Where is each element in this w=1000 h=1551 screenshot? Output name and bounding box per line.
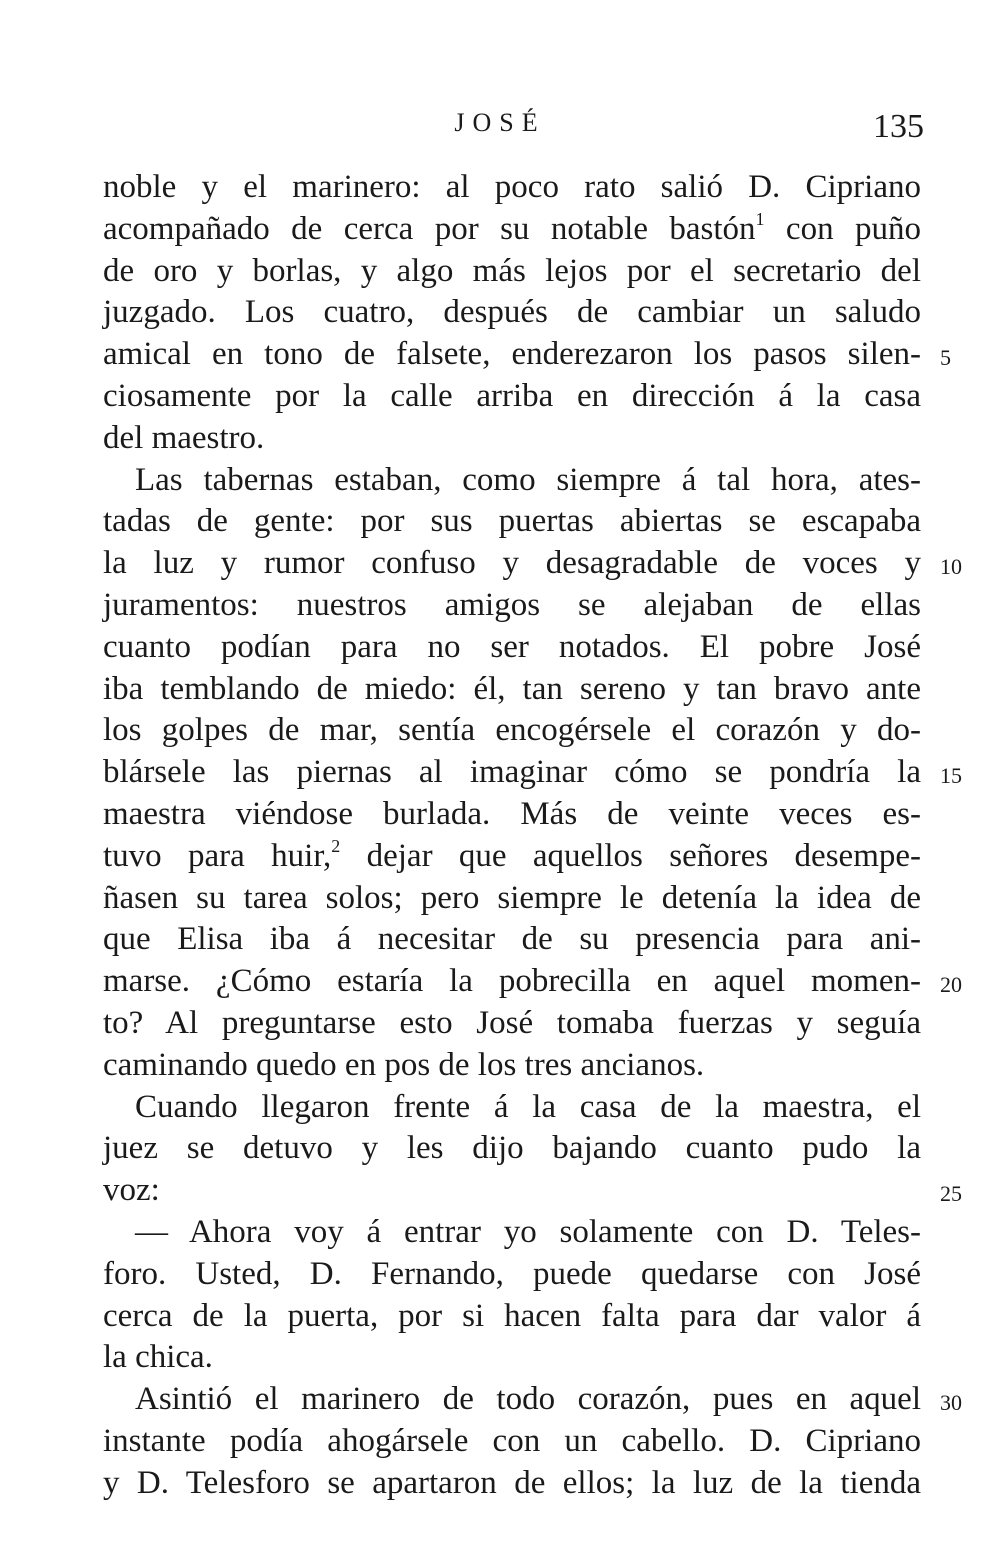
text-segment: dejar que aquellos señores desempe- xyxy=(340,837,921,874)
text-line xyxy=(103,334,921,374)
text-line xyxy=(103,501,921,541)
footnote-marker: 1 xyxy=(755,208,765,229)
margin-line-number: 5 xyxy=(940,345,951,371)
text-segment: tadas de gente: por sus puertas abiertas se escapaba xyxy=(103,503,921,540)
text-line xyxy=(103,794,921,834)
running-title: JOSÉ xyxy=(454,108,546,137)
text-line xyxy=(135,460,921,500)
text-line xyxy=(103,251,921,291)
text-segment: caminando quedo en pos de los tres ancianos. xyxy=(103,1046,705,1083)
text-segment: Cuando llegaron frente á la casa de la maestra, el xyxy=(135,1088,921,1125)
text-line xyxy=(103,1337,921,1377)
text-line xyxy=(103,418,921,458)
text-line xyxy=(103,669,921,709)
text-segment: y D. Telesforo se apartaron de ellos; la luz de la tienda xyxy=(103,1464,921,1501)
text-line xyxy=(103,1003,921,1043)
text-segment: amical en tono de falsete, enderezaron los pasos silen- xyxy=(103,336,921,373)
text-segment: marse. ¿Cómo estaría la pobrecilla en aquel momen- xyxy=(103,963,921,1000)
text-segment: foro. Usted, D. Fernando, puede quedarse con José xyxy=(103,1255,921,1292)
text-segment: juzgado. Los cuatro, después de cambiar un saludo xyxy=(103,294,921,331)
text-line xyxy=(103,836,921,876)
text-line xyxy=(103,543,921,583)
text-segment: de oro y borlas, y algo más lejos por el secretario del xyxy=(103,252,921,289)
text-segment: del maestro. xyxy=(103,419,265,456)
footnote-marker: 2 xyxy=(331,835,341,856)
text-segment: juez se detuvo y les dijo bajando cuanto pudo la xyxy=(103,1130,921,1167)
text-line xyxy=(103,1421,921,1461)
text-line xyxy=(103,627,921,667)
text-line xyxy=(103,209,921,249)
text-segment: Asintió el marinero de todo corazón, pues en aquel xyxy=(135,1381,921,1418)
text-segment: juramentos: nuestros amigos se alejaban de ellas xyxy=(103,587,921,623)
text-segment: los golpes de mar, sentía encogérsele el corazón y do- xyxy=(103,712,921,749)
text-segment: instante podía ahogársele con un cabello. D. Cipriano xyxy=(103,1423,921,1459)
text-line xyxy=(103,919,921,959)
text-line xyxy=(135,1379,921,1419)
margin-line-number: 30 xyxy=(940,1390,962,1416)
text-segment: noble y el marinero: al poco rato salió D. Cipriano xyxy=(103,169,921,205)
page-number: 135 xyxy=(873,108,924,145)
text-line xyxy=(103,585,921,625)
text-line xyxy=(103,167,921,207)
text-segment: con puño xyxy=(764,210,921,247)
text-segment: que Elisa iba á necesitar de su presencia para ani- xyxy=(103,921,921,958)
text-segment: voz: xyxy=(103,1172,160,1209)
text-segment: Las tabernas estaban, como siempre á tal hora, ates- xyxy=(135,461,921,498)
text-segment: to? Al preguntarse esto José tomaba fuerzas y seguía xyxy=(103,1005,921,1041)
margin-line-number: 20 xyxy=(940,972,962,998)
text-segment: tuvo para huir, xyxy=(103,837,332,874)
text-line xyxy=(103,1128,921,1168)
text-segment: cerca de la puerta, por si hacen falta para dar valor á xyxy=(103,1297,921,1334)
text-line xyxy=(103,376,921,416)
margin-line-number: 15 xyxy=(940,763,962,789)
text-line xyxy=(103,1296,921,1336)
text-line xyxy=(103,1045,921,1085)
text-line xyxy=(103,961,921,1001)
text-line xyxy=(135,1087,921,1127)
text-segment: la luz y rumor confuso y desagradable de voces y xyxy=(103,545,921,582)
text-line xyxy=(103,752,921,792)
margin-line-number: 25 xyxy=(940,1181,962,1207)
text-line xyxy=(103,878,921,918)
text-segment: acompañado de cerca por su notable bastón xyxy=(103,210,756,247)
text-segment: iba temblando de miedo: él, tan sereno y tan bravo ante xyxy=(103,670,921,707)
text-line xyxy=(103,710,921,750)
text-segment: ñasen su tarea solos; pero siempre le detenía la idea de xyxy=(103,879,921,916)
text-line xyxy=(103,1463,921,1503)
text-segment: blársele las piernas al imaginar cómo se pondría la xyxy=(103,754,921,791)
text-line xyxy=(135,1212,921,1252)
text-segment: — Ahora voy á entrar yo solamente con D. Teles- xyxy=(135,1214,921,1250)
text-line xyxy=(103,1254,921,1294)
text-segment: la chica. xyxy=(103,1339,213,1376)
text-segment: cuanto podían para no ser notados. El pobre José xyxy=(103,628,921,665)
text-segment: maestra viéndose burlada. Más de veinte veces es- xyxy=(103,796,921,832)
margin-line-number: 10 xyxy=(940,554,962,580)
text-segment: ciosamente por la calle arriba en dirección á la casa xyxy=(103,378,921,414)
text-line xyxy=(103,1170,921,1210)
text-line xyxy=(103,292,921,332)
